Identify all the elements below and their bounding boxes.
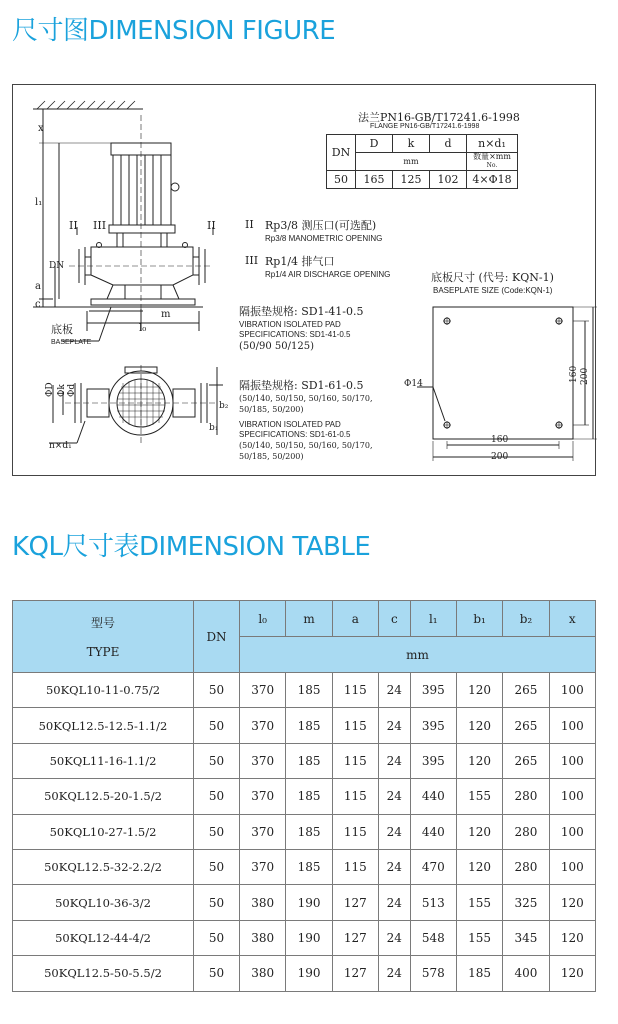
flange-qty-label: 数量 bbox=[473, 152, 490, 161]
type-cell: 50KQL12-44-4/2 bbox=[13, 920, 194, 955]
flange-table bbox=[326, 134, 518, 189]
pad2-sizes1: (50/140, 50/150, 50/160, 50/170, bbox=[239, 394, 373, 403]
value-cell: 50 bbox=[194, 708, 240, 743]
value-cell: 370 bbox=[240, 743, 286, 778]
value-cell: 190 bbox=[286, 885, 332, 920]
col-l1: l₁ bbox=[410, 601, 456, 637]
value-cell: 440 bbox=[410, 814, 456, 849]
value-cell: 50 bbox=[194, 885, 240, 920]
value-cell: 115 bbox=[332, 779, 378, 814]
value-cell: 370 bbox=[240, 708, 286, 743]
value-cell: 115 bbox=[332, 708, 378, 743]
value-cell: 115 bbox=[332, 814, 378, 849]
pad1-cn: 隔振垫规格: SD1-41-0.5 bbox=[239, 305, 364, 318]
table-row bbox=[13, 956, 596, 991]
note-ii-cn: Rp3/8 测压口(可选配) bbox=[265, 219, 377, 232]
col-b2: b₂ bbox=[503, 601, 549, 637]
value-cell: 185 bbox=[456, 956, 502, 991]
table-row bbox=[13, 673, 596, 708]
value-cell: 24 bbox=[379, 920, 411, 955]
value-cell: 115 bbox=[332, 849, 378, 884]
value-cell: 185 bbox=[286, 849, 332, 884]
pad2-sizes2: 50/185, 50/200) bbox=[239, 405, 304, 414]
table-row bbox=[13, 779, 596, 814]
value-cell: 280 bbox=[503, 779, 549, 814]
flange-col-k: k bbox=[393, 135, 430, 153]
value-cell: 380 bbox=[240, 920, 286, 955]
value-cell: 24 bbox=[379, 814, 411, 849]
value-cell: 120 bbox=[456, 849, 502, 884]
value-cell: 325 bbox=[503, 885, 549, 920]
col-l0: l₀ bbox=[240, 601, 286, 637]
label-l1: l₁ bbox=[35, 197, 43, 208]
pad2-cn: 隔振垫规格: SD1-61-0.5 bbox=[239, 379, 364, 392]
value-cell: 100 bbox=[549, 743, 595, 778]
value-cell: 50 bbox=[194, 920, 240, 955]
baseplate-title-en: BASEPLATE SIZE (Code:KQN-1) bbox=[433, 286, 553, 295]
value-cell: 127 bbox=[332, 920, 378, 955]
value-cell: 120 bbox=[456, 814, 502, 849]
value-cell: 50 bbox=[194, 814, 240, 849]
value-cell: 265 bbox=[503, 708, 549, 743]
value-cell: 395 bbox=[410, 673, 456, 708]
value-cell: 265 bbox=[503, 673, 549, 708]
note-iii-cn: Rp1/4 排气口 bbox=[265, 255, 335, 268]
value-cell: 578 bbox=[410, 956, 456, 991]
value-cell: 100 bbox=[549, 814, 595, 849]
type-cell: 50KQL10-36-3/2 bbox=[13, 885, 194, 920]
type-cell: 50KQL10-27-1.5/2 bbox=[13, 814, 194, 849]
value-cell: 24 bbox=[379, 956, 411, 991]
table-row bbox=[13, 708, 596, 743]
label-dn-elev: DN bbox=[49, 261, 65, 271]
value-cell: 513 bbox=[410, 885, 456, 920]
col-m: m bbox=[286, 601, 332, 637]
pad2-en2: SPECIFICATIONS: SD1-61-0.5 bbox=[239, 430, 351, 439]
value-cell: 370 bbox=[240, 814, 286, 849]
label-c: c bbox=[35, 299, 41, 310]
value-cell: 380 bbox=[240, 956, 286, 991]
value-cell: 400 bbox=[503, 956, 549, 991]
value-cell: 24 bbox=[379, 885, 411, 920]
table-row bbox=[13, 743, 596, 778]
value-cell: 155 bbox=[456, 885, 502, 920]
flange-row-d: 102 bbox=[430, 171, 467, 189]
pad1-en2: SPECIFICATIONS: SD1-41-0.5 bbox=[239, 330, 351, 339]
label-nd1: n×d₁ bbox=[49, 441, 72, 451]
value-cell: 120 bbox=[549, 956, 595, 991]
table-row bbox=[13, 920, 596, 955]
value-cell: 120 bbox=[456, 708, 502, 743]
value-cell: 24 bbox=[379, 708, 411, 743]
value-cell: 100 bbox=[549, 708, 595, 743]
value-cell: 185 bbox=[286, 743, 332, 778]
label-b1: b₁ bbox=[209, 423, 219, 433]
label-phi14: Φ14 bbox=[404, 379, 423, 389]
pad1-en1: VIBRATION ISOLATED PAD bbox=[239, 320, 341, 329]
col-x: x bbox=[549, 601, 595, 637]
value-cell: 370 bbox=[240, 779, 286, 814]
note-iii-en: Rp1/4 AIR DISCHARGE OPENING bbox=[265, 270, 391, 279]
label-phid: Φd bbox=[67, 383, 77, 397]
type-cell: 50KQL12.5-12.5-1.1/2 bbox=[13, 708, 194, 743]
type-cell: 50KQL12.5-20-1.5/2 bbox=[13, 779, 194, 814]
value-cell: 100 bbox=[549, 779, 595, 814]
flange-row-dn: 50 bbox=[327, 171, 356, 189]
dn-header: DN bbox=[194, 601, 240, 673]
value-cell: 127 bbox=[332, 885, 378, 920]
flange-title-en: FLANGE PN16-GB/T17241.6-1998 bbox=[370, 123, 480, 130]
value-cell: 115 bbox=[332, 743, 378, 778]
value-cell: 24 bbox=[379, 743, 411, 778]
flange-col-D: D bbox=[356, 135, 393, 153]
type-cell: 50KQL12.5-50-5.5/2 bbox=[13, 956, 194, 991]
flange-qty bbox=[467, 153, 518, 171]
value-cell: 280 bbox=[503, 849, 549, 884]
flange-qty-sub: No. bbox=[486, 162, 498, 169]
label-phik: Φk bbox=[57, 384, 67, 397]
type-header-cn: 型号 bbox=[90, 616, 115, 630]
value-cell: 548 bbox=[410, 920, 456, 955]
value-cell: 185 bbox=[286, 708, 332, 743]
value-cell: 155 bbox=[456, 920, 502, 955]
col-c: c bbox=[379, 601, 411, 637]
label-base-cn: 底板 bbox=[51, 323, 73, 336]
pad2-en1: VIBRATION ISOLATED PAD bbox=[239, 420, 341, 429]
label-section-iii: III bbox=[93, 219, 107, 232]
dimension-figure bbox=[12, 84, 596, 476]
flange-row-k: 125 bbox=[393, 171, 430, 189]
baseplate-title-cn: 底板尺寸 (代号: KQN-1) bbox=[431, 271, 554, 284]
value-cell: 185 bbox=[286, 673, 332, 708]
flange-col-d: d bbox=[430, 135, 467, 153]
col-b1: b₁ bbox=[456, 601, 502, 637]
value-cell: 50 bbox=[194, 743, 240, 778]
value-cell: 50 bbox=[194, 673, 240, 708]
dim-200-vertical: 200 bbox=[580, 367, 590, 385]
label-m: m bbox=[161, 309, 171, 320]
type-header bbox=[13, 601, 194, 673]
value-cell: 470 bbox=[410, 849, 456, 884]
dim-200-horizontal: 200 bbox=[491, 452, 509, 462]
pad2-sizes3: (50/140, 50/150, 50/160, 50/170, bbox=[239, 441, 373, 450]
figure-heading: 尺寸图DIMENSION FIGURE bbox=[12, 16, 336, 46]
label-base-en: BASEPLATE bbox=[51, 339, 92, 346]
table-row bbox=[13, 885, 596, 920]
flange-qty-unit: ×mm bbox=[489, 152, 511, 161]
value-cell: 120 bbox=[456, 743, 502, 778]
label-phiD: ΦD bbox=[45, 382, 55, 397]
value-cell: 265 bbox=[503, 743, 549, 778]
flange-dn-header: DN bbox=[327, 135, 356, 171]
unit-header: mm bbox=[240, 637, 596, 673]
value-cell: 155 bbox=[456, 779, 502, 814]
dim-160-vertical: 160 bbox=[569, 365, 579, 383]
value-cell: 190 bbox=[286, 956, 332, 991]
value-cell: 127 bbox=[332, 956, 378, 991]
value-cell: 185 bbox=[286, 779, 332, 814]
value-cell: 100 bbox=[549, 673, 595, 708]
value-cell: 280 bbox=[503, 814, 549, 849]
flange-title-cn: 法兰PN16-GB/T17241.6-1998 bbox=[358, 111, 520, 124]
value-cell: 50 bbox=[194, 779, 240, 814]
flange-col-nxd: n×d₁ bbox=[467, 135, 518, 153]
label-section-ii-right: II bbox=[207, 219, 216, 232]
flange-row-D: 165 bbox=[356, 171, 393, 189]
value-cell: 185 bbox=[286, 814, 332, 849]
flange-row-nxd: 4×Φ18 bbox=[467, 171, 518, 189]
label-x: x bbox=[38, 123, 44, 134]
pad2-sizes4: 50/185, 50/200) bbox=[239, 452, 304, 461]
label-section-ii-left: II bbox=[69, 219, 78, 232]
col-a: a bbox=[332, 601, 378, 637]
label-l0: l₀ bbox=[139, 323, 147, 334]
value-cell: 440 bbox=[410, 779, 456, 814]
value-cell: 120 bbox=[549, 885, 595, 920]
value-cell: 190 bbox=[286, 920, 332, 955]
type-cell: 50KQL10-11-0.75/2 bbox=[13, 673, 194, 708]
table-row bbox=[13, 849, 596, 884]
table-row bbox=[13, 814, 596, 849]
value-cell: 395 bbox=[410, 743, 456, 778]
value-cell: 50 bbox=[194, 956, 240, 991]
note-ii-mark: II bbox=[245, 218, 254, 231]
value-cell: 24 bbox=[379, 779, 411, 814]
label-a: a bbox=[35, 281, 41, 292]
value-cell: 345 bbox=[503, 920, 549, 955]
value-cell: 100 bbox=[549, 849, 595, 884]
value-cell: 380 bbox=[240, 885, 286, 920]
table-heading: KQL尺寸表DIMENSION TABLE bbox=[12, 532, 371, 562]
type-cell: 50KQL12.5-32-2.2/2 bbox=[13, 849, 194, 884]
value-cell: 370 bbox=[240, 849, 286, 884]
note-iii-mark: III bbox=[245, 254, 259, 267]
value-cell: 24 bbox=[379, 849, 411, 884]
dimension-table bbox=[12, 600, 596, 992]
value-cell: 120 bbox=[549, 920, 595, 955]
label-b2: b₂ bbox=[219, 401, 229, 411]
type-header-en: TYPE bbox=[86, 645, 120, 659]
value-cell: 50 bbox=[194, 849, 240, 884]
dim-160-horizontal: 160 bbox=[491, 435, 509, 445]
value-cell: 120 bbox=[456, 673, 502, 708]
value-cell: 115 bbox=[332, 673, 378, 708]
value-cell: 370 bbox=[240, 673, 286, 708]
flange-unit: mm bbox=[356, 153, 467, 171]
type-cell: 50KQL11-16-1.1/2 bbox=[13, 743, 194, 778]
note-ii-en: Rp3/8 MANOMETRIC OPENING bbox=[265, 234, 383, 243]
value-cell: 395 bbox=[410, 708, 456, 743]
pad1-sizes: (50/90 50/125) bbox=[239, 341, 314, 352]
value-cell: 24 bbox=[379, 673, 411, 708]
